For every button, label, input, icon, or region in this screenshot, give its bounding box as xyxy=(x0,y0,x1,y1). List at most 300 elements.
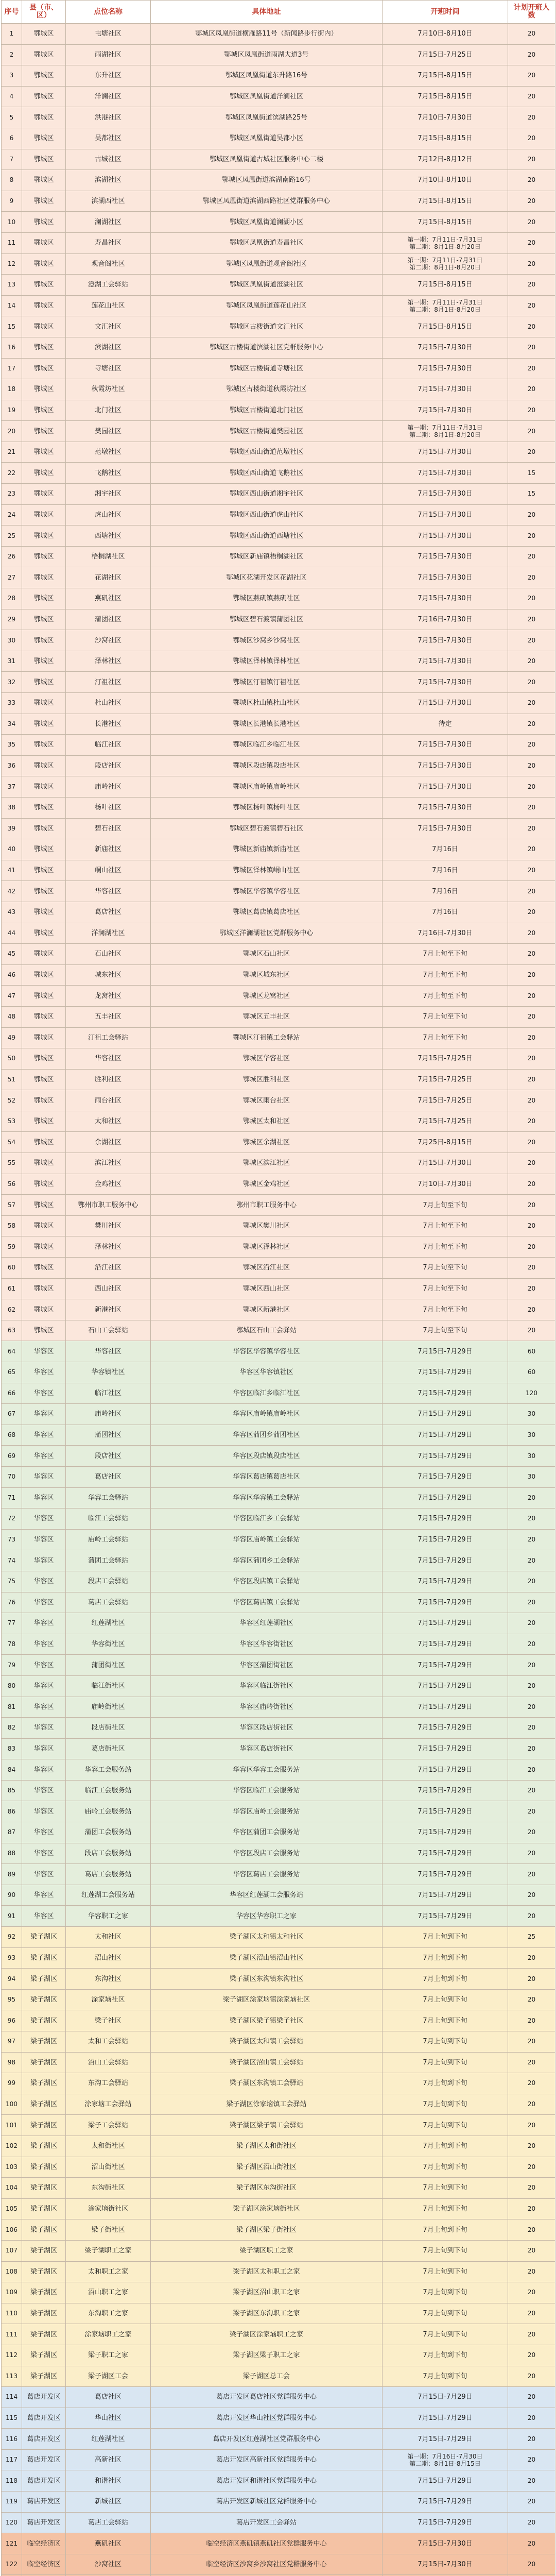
cell-plan: 20 xyxy=(508,944,555,965)
cell-address: 鄂城区古楼街道滨湖社区党群服务中心 xyxy=(151,337,383,358)
cell-time: 7月15日-7月29日 xyxy=(383,1362,508,1383)
cell-district: 华容区 xyxy=(22,1383,66,1404)
cell-address: 鄂城区凤凰街道澜湖小区 xyxy=(151,212,383,233)
table-row xyxy=(2,2178,555,2199)
cell-no: 78 xyxy=(2,1634,22,1655)
table-row xyxy=(2,2512,555,2533)
cell-address: 梁子湖区梁子镇工会驿站 xyxy=(151,2115,383,2136)
cell-no: 89 xyxy=(2,1864,22,1885)
cell-address: 鄂城区凤凰街道洋澜社区 xyxy=(151,86,383,107)
cell-no: 66 xyxy=(2,1383,22,1404)
cell-no: 101 xyxy=(2,2115,22,2136)
cell-no: 23 xyxy=(2,484,22,505)
cell-site: 涂家垴社区 xyxy=(66,1989,151,2010)
cell-no: 10 xyxy=(2,212,22,233)
cell-no: 110 xyxy=(2,2303,22,2324)
cell-time: 7月16日 xyxy=(383,881,508,902)
cell-plan: 20 xyxy=(508,2492,555,2513)
header-district: 县（市、区） xyxy=(22,1,66,24)
cell-district: 梁子湖区 xyxy=(22,2282,66,2303)
cell-plan: 20 xyxy=(508,2449,555,2470)
table-row xyxy=(2,1048,555,1070)
cell-plan: 20 xyxy=(508,1906,555,1927)
cell-district: 临空经济区 xyxy=(22,2533,66,2554)
cell-plan: 20 xyxy=(508,567,555,588)
cell-plan: 20 xyxy=(508,2010,555,2031)
table-row xyxy=(2,421,555,442)
cell-site: 华容街社区 xyxy=(66,1634,151,1655)
cell-time: 7月15日-7月30日 xyxy=(383,735,508,756)
cell-district: 鄂城区 xyxy=(22,149,66,170)
cell-site: 沿江社区 xyxy=(66,1258,151,1279)
cell-district: 鄂城区 xyxy=(22,964,66,986)
cell-district: 鄂城区 xyxy=(22,1153,66,1174)
cell-address: 鄂城区石山社区 xyxy=(151,944,383,965)
cell-plan: 20 xyxy=(508,1090,555,1111)
cell-district: 鄂城区 xyxy=(22,588,66,609)
cell-time: 7月15日-7月30日 xyxy=(383,337,508,358)
cell-no: 43 xyxy=(2,902,22,923)
table-row xyxy=(2,2470,555,2492)
cell-address: 鄂城区石山工会驿站 xyxy=(151,1320,383,1341)
cell-address: 葛店开发区高新社区党群服务中心 xyxy=(151,2449,383,2470)
cell-time: 7月15日-7月29日 xyxy=(383,1613,508,1634)
cell-time: 7月15日-7月30日 xyxy=(383,1153,508,1174)
cell-plan: 20 xyxy=(508,1195,555,1216)
cell-plan: 20 xyxy=(508,86,555,107)
table-row xyxy=(2,1697,555,1718)
cell-site: 蒲团工会驿站 xyxy=(66,1550,151,1571)
cell-plan: 20 xyxy=(508,2031,555,2053)
table-row xyxy=(2,1885,555,1906)
table-row xyxy=(2,2157,555,2178)
cell-time: 7月15日-7月29日 xyxy=(383,1718,508,1739)
cell-time: 7月15日-8月15日 xyxy=(383,316,508,337)
cell-district: 梁子湖区 xyxy=(22,2094,66,2115)
cell-address: 梁子湖区涂家垴镇工会驿站 xyxy=(151,2094,383,2115)
table-row xyxy=(2,2115,555,2136)
cell-plan: 60 xyxy=(508,1341,555,1362)
cell-no: 35 xyxy=(2,735,22,756)
cell-address: 鄂州市职工服务中心 xyxy=(151,1195,383,1216)
table-row xyxy=(2,1446,555,1467)
table-row xyxy=(2,1341,555,1362)
cell-time: 7月上旬到下旬 xyxy=(383,2010,508,2031)
table-row xyxy=(2,923,555,944)
cell-district: 鄂城区 xyxy=(22,693,66,714)
cell-plan: 20 xyxy=(508,1278,555,1299)
cell-site: 梁子工会驿站 xyxy=(66,2115,151,2136)
cell-plan: 20 xyxy=(508,1006,555,1027)
cell-plan: 20 xyxy=(508,1738,555,1759)
cell-time: 第一期：7月11日-7月31日 第二期：8月1日-8月20日 xyxy=(383,421,508,442)
cell-address: 鄂城区长港镇长港社区 xyxy=(151,714,383,735)
cell-address: 梁子湖区梁子街社区 xyxy=(151,2219,383,2241)
cell-plan: 20 xyxy=(508,316,555,337)
table-row xyxy=(2,2198,555,2219)
cell-address: 鄂城区凤凰街道吴都小区 xyxy=(151,128,383,149)
cell-plan: 20 xyxy=(508,1759,555,1781)
cell-time: 7月15日-7月29日 xyxy=(383,1759,508,1781)
table-row xyxy=(2,275,555,296)
cell-plan: 20 xyxy=(508,526,555,547)
cell-district: 梁子湖区 xyxy=(22,1969,66,1990)
table-row xyxy=(2,463,555,484)
cell-no: 86 xyxy=(2,1801,22,1822)
cell-plan: 20 xyxy=(508,776,555,798)
cell-district: 梁子湖区 xyxy=(22,2115,66,2136)
cell-no: 29 xyxy=(2,609,22,630)
table-row xyxy=(2,1153,555,1174)
table-row xyxy=(2,2219,555,2241)
cell-no: 84 xyxy=(2,1759,22,1781)
cell-no: 122 xyxy=(2,2554,22,2575)
table-row xyxy=(2,2492,555,2513)
table-row xyxy=(2,44,555,65)
cell-address: 梁子湖区沼山镇沼山社区 xyxy=(151,1947,383,1969)
cell-no: 7 xyxy=(2,149,22,170)
table-row xyxy=(2,1487,555,1509)
cell-plan: 20 xyxy=(508,1822,555,1843)
cell-no: 65 xyxy=(2,1362,22,1383)
cell-district: 梁子湖区 xyxy=(22,2178,66,2199)
cell-plan: 30 xyxy=(508,1466,555,1487)
cell-plan: 20 xyxy=(508,2178,555,2199)
cell-time: 7月15日-8月15日 xyxy=(383,212,508,233)
cell-site: 湘宇社区 xyxy=(66,484,151,505)
cell-site: 葛店工会服务站 xyxy=(66,1864,151,1885)
cell-time: 7月15日-7月29日 xyxy=(383,1529,508,1550)
cell-no: 24 xyxy=(2,504,22,526)
cell-address: 鄂城区汀祖镇汀祖社区 xyxy=(151,672,383,693)
cell-site: 北门社区 xyxy=(66,400,151,421)
cell-time: 7月15日-7月25日 xyxy=(383,1090,508,1111)
cell-site: 城东社区 xyxy=(66,964,151,986)
cell-address: 鄂城区樊川社区 xyxy=(151,1215,383,1236)
cell-site: 樊川社区 xyxy=(66,1215,151,1236)
cell-address: 鄂城区古楼街道文汇社区 xyxy=(151,316,383,337)
cell-plan: 20 xyxy=(508,1675,555,1697)
table-row xyxy=(2,1362,555,1383)
cell-address: 鄂城区古楼街道秋霞坊社区 xyxy=(151,379,383,400)
cell-district: 鄂城区 xyxy=(22,253,66,275)
cell-time: 7月15日-7月25日 xyxy=(383,44,508,65)
cell-district: 鄂城区 xyxy=(22,735,66,756)
cell-address: 华容区段店工会服务站 xyxy=(151,1843,383,1864)
cell-plan: 20 xyxy=(508,797,555,818)
cell-plan: 20 xyxy=(508,44,555,65)
cell-site: 莲花山社区 xyxy=(66,295,151,316)
cell-district: 梁子湖区 xyxy=(22,2345,66,2366)
cell-district: 华容区 xyxy=(22,1341,66,1362)
cell-no: 51 xyxy=(2,1069,22,1090)
table-row xyxy=(2,526,555,547)
cell-plan: 20 xyxy=(508,1529,555,1550)
cell-site: 段店工会驿站 xyxy=(66,1571,151,1592)
cell-district: 鄂城区 xyxy=(22,232,66,253)
cell-site: 蒲团社区 xyxy=(66,609,151,630)
table-row xyxy=(2,107,555,128)
cell-district: 鄂城区 xyxy=(22,776,66,798)
cell-district: 华容区 xyxy=(22,1466,66,1487)
cell-no: 62 xyxy=(2,1299,22,1320)
cell-district: 华容区 xyxy=(22,1571,66,1592)
cell-site: 飞鹅社区 xyxy=(66,463,151,484)
cell-address: 华容区蒲团工会服务站 xyxy=(151,1822,383,1843)
cell-address: 华容区临江街社区 xyxy=(151,1675,383,1697)
cell-no: 53 xyxy=(2,1111,22,1132)
cell-district: 华容区 xyxy=(22,1425,66,1446)
table-row xyxy=(2,1801,555,1822)
cell-plan: 20 xyxy=(508,546,555,567)
cell-plan: 20 xyxy=(508,400,555,421)
cell-no: 56 xyxy=(2,1174,22,1195)
cell-time: 7月15日-7月29日 xyxy=(383,2492,508,2513)
cell-plan: 20 xyxy=(508,2324,555,2345)
cell-no: 16 xyxy=(2,337,22,358)
table-row xyxy=(2,1843,555,1864)
table-row xyxy=(2,1215,555,1236)
table-row xyxy=(2,567,555,588)
cell-district: 梁子湖区 xyxy=(22,2157,66,2178)
cell-site: 东沟职工之家 xyxy=(66,2303,151,2324)
cell-site: 葛店社区 xyxy=(66,902,151,923)
table-row xyxy=(2,1425,555,1446)
cell-no: 54 xyxy=(2,1132,22,1153)
cell-district: 鄂城区 xyxy=(22,526,66,547)
cell-address: 鄂城区杨叶镇杨叶社区 xyxy=(151,797,383,818)
cell-district: 华容区 xyxy=(22,1634,66,1655)
cell-no: 58 xyxy=(2,1215,22,1236)
cell-site: 滨湖社区 xyxy=(66,170,151,191)
cell-district: 鄂城区 xyxy=(22,295,66,316)
cell-no: 103 xyxy=(2,2157,22,2178)
cell-plan: 20 xyxy=(508,2157,555,2178)
cell-address: 鄂城区西山街道湘宇社区 xyxy=(151,484,383,505)
header-site: 点位名称 xyxy=(66,1,151,24)
table-row xyxy=(2,2240,555,2261)
table-row xyxy=(2,191,555,212)
cell-district: 鄂城区 xyxy=(22,881,66,902)
cell-address: 鄂城区新港社区 xyxy=(151,1299,383,1320)
cell-district: 鄂城区 xyxy=(22,275,66,296)
cell-plan: 20 xyxy=(508,1215,555,1236)
cell-plan: 20 xyxy=(508,1487,555,1509)
cell-time: 7月15日-7月29日 xyxy=(383,1885,508,1906)
cell-time: 7月15日-7月29日 xyxy=(383,1592,508,1613)
cell-time: 7月上旬至下旬 xyxy=(383,1215,508,1236)
cell-address: 鄂城区余湖社区 xyxy=(151,1132,383,1153)
cell-time: 7月上旬至下旬 xyxy=(383,1027,508,1048)
cell-address: 临空经济区沙窝乡沙窝社区党群服务中心 xyxy=(151,2554,383,2575)
cell-address: 梁子湖区东沟镇工会驿站 xyxy=(151,2073,383,2094)
cell-no: 80 xyxy=(2,1675,22,1697)
cell-no: 49 xyxy=(2,1027,22,1048)
cell-no: 119 xyxy=(2,2492,22,2513)
cell-address: 鄂城区华容社区 xyxy=(151,1048,383,1070)
table-row xyxy=(2,24,555,45)
cell-time: 7月上旬到下旬 xyxy=(383,1989,508,2010)
cell-district: 梁子湖区 xyxy=(22,1989,66,2010)
cell-plan: 20 xyxy=(508,1718,555,1739)
cell-site: 五丰社区 xyxy=(66,1006,151,1027)
cell-time: 7月15日-7月30日 xyxy=(383,526,508,547)
cell-plan: 30 xyxy=(508,1425,555,1446)
cell-address: 梁子湖区太和街社区 xyxy=(151,2136,383,2157)
cell-address: 葛店开发区工会驿站 xyxy=(151,2512,383,2533)
table-row xyxy=(2,2366,555,2387)
cell-plan: 20 xyxy=(508,1320,555,1341)
cell-plan: 20 xyxy=(508,755,555,776)
cell-district: 鄂城区 xyxy=(22,212,66,233)
cell-plan: 20 xyxy=(508,24,555,45)
cell-time: 7月25日-8月15日 xyxy=(383,1132,508,1153)
cell-time: 7月上旬到下旬 xyxy=(383,1969,508,1990)
cell-plan: 20 xyxy=(508,986,555,1007)
cell-district: 鄂城区 xyxy=(22,1111,66,1132)
cell-address: 华容区华容街社区 xyxy=(151,1634,383,1655)
cell-plan: 20 xyxy=(508,1989,555,2010)
cell-plan: 20 xyxy=(508,1027,555,1048)
cell-district: 鄂城区 xyxy=(22,1236,66,1258)
cell-address: 鄂城区凤凰街道雨湖大道3号 xyxy=(151,44,383,65)
cell-plan: 20 xyxy=(508,337,555,358)
cell-no: 37 xyxy=(2,776,22,798)
cell-plan: 20 xyxy=(508,2554,555,2575)
cell-district: 鄂城区 xyxy=(22,1132,66,1153)
cell-site: 太和社区 xyxy=(66,1111,151,1132)
cell-site: 和谐社区 xyxy=(66,2470,151,2492)
cell-time: 7月上旬到下旬 xyxy=(383,2052,508,2073)
table-row xyxy=(2,986,555,1007)
cell-district: 华容区 xyxy=(22,1529,66,1550)
cell-address: 华容区蒲团乡工会驿站 xyxy=(151,1550,383,1571)
cell-time: 7月15日-7月29日 xyxy=(383,1780,508,1801)
cell-plan: 20 xyxy=(508,191,555,212)
table-row xyxy=(2,2345,555,2366)
cell-plan: 20 xyxy=(508,2073,555,2094)
cell-site: 寺塘社区 xyxy=(66,358,151,379)
cell-site: 红莲湖社区 xyxy=(66,1613,151,1634)
cell-time: 7月上旬到下旬 xyxy=(383,2240,508,2261)
cell-plan: 20 xyxy=(508,609,555,630)
cell-no: 52 xyxy=(2,1090,22,1111)
table-row xyxy=(2,253,555,275)
table-body xyxy=(2,24,555,2576)
table-row xyxy=(2,1822,555,1843)
cell-plan: 20 xyxy=(508,1864,555,1885)
cell-time: 7月15日-7月30日 xyxy=(383,672,508,693)
cell-address: 鄂城区临江乡临江社区 xyxy=(151,735,383,756)
cell-no: 79 xyxy=(2,1655,22,1676)
cell-district: 梁子湖区 xyxy=(22,1927,66,1948)
cell-no: 26 xyxy=(2,546,22,567)
cell-time: 7月上旬到下旬 xyxy=(383,2031,508,2053)
cell-address: 鄂城区杜山镇杜山社区 xyxy=(151,693,383,714)
cell-time: 7月16日-7月30日 xyxy=(383,609,508,630)
cell-plan: 20 xyxy=(508,2240,555,2261)
cell-time: 7月15日-7月30日 xyxy=(383,400,508,421)
header-plan: 计划开班人数 xyxy=(508,1,555,24)
cell-plan: 20 xyxy=(508,1969,555,1990)
cell-district: 鄂城区 xyxy=(22,1048,66,1070)
cell-district: 华容区 xyxy=(22,1446,66,1467)
cell-site: 沙窝社区 xyxy=(66,630,151,651)
cell-plan: 25 xyxy=(508,1927,555,1948)
cell-plan: 20 xyxy=(508,1571,555,1592)
cell-no: 39 xyxy=(2,818,22,839)
cell-site: 华容社区 xyxy=(66,1048,151,1070)
cell-plan: 20 xyxy=(508,1299,555,1320)
cell-plan: 20 xyxy=(508,1069,555,1090)
cell-district: 梁子湖区 xyxy=(22,2198,66,2219)
cell-time: 7月15日-7月29日 xyxy=(383,2387,508,2408)
table-row xyxy=(2,1278,555,1299)
cell-time: 7月15日-7月30日 xyxy=(383,484,508,505)
cell-plan: 20 xyxy=(508,1947,555,1969)
cell-no: 21 xyxy=(2,442,22,463)
cell-address: 鄂城区新庙镇新庙社区 xyxy=(151,839,383,860)
cell-time: 7月上旬至下旬 xyxy=(383,1278,508,1299)
cell-site: 龙窝社区 xyxy=(66,986,151,1007)
cell-address: 鄂城区金鸡社区 xyxy=(151,1174,383,1195)
cell-district: 鄂城区 xyxy=(22,923,66,944)
cell-site: 石山工会驿站 xyxy=(66,1320,151,1341)
cell-plan: 20 xyxy=(508,2533,555,2554)
cell-district: 华容区 xyxy=(22,1362,66,1383)
cell-plan: 20 xyxy=(508,1132,555,1153)
table-row xyxy=(2,1027,555,1048)
table-row xyxy=(2,1550,555,1571)
cell-site: 东升社区 xyxy=(66,65,151,87)
cell-site: 葛店社区 xyxy=(66,2387,151,2408)
cell-time: 7月15日-7月29日 xyxy=(383,1864,508,1885)
table-row xyxy=(2,2408,555,2429)
cell-no: 113 xyxy=(2,2366,22,2387)
cell-address: 鄂城区古楼街道北门社区 xyxy=(151,400,383,421)
cell-address: 葛店开发区红莲湖社区党群服务中心 xyxy=(151,2429,383,2450)
cell-time: 7月15日-7月29日 xyxy=(383,1446,508,1467)
cell-no: 36 xyxy=(2,755,22,776)
cell-site: 太和工会驿站 xyxy=(66,2031,151,2053)
cell-no: 90 xyxy=(2,1885,22,1906)
cell-no: 69 xyxy=(2,1446,22,1467)
cell-address: 梁子湖区涂家垴镇涂家垴社区 xyxy=(151,1989,383,2010)
cell-address: 鄂城区太和社区 xyxy=(151,1111,383,1132)
cell-address: 鄂城区汀祖镇工会驿站 xyxy=(151,1027,383,1048)
cell-site: 涂家垴职工之家 xyxy=(66,2324,151,2345)
cell-time: 7月15日-7月29日 xyxy=(383,1822,508,1843)
cell-district: 华容区 xyxy=(22,1487,66,1509)
cell-time: 7月上旬到下旬 xyxy=(383,1927,508,1948)
cell-district: 华容区 xyxy=(22,1759,66,1781)
cell-address: 梁子湖区梁子职工之家 xyxy=(151,2345,383,2366)
cell-time: 7月15日-7月29日 xyxy=(383,1634,508,1655)
table-row xyxy=(2,1571,555,1592)
cell-site: 东沟街社区 xyxy=(66,2178,151,2199)
cell-district: 鄂城区 xyxy=(22,1090,66,1111)
cell-address: 鄂城区洋澜湖社区党群服务中心 xyxy=(151,923,383,944)
cell-district: 华容区 xyxy=(22,1592,66,1613)
cell-district: 华容区 xyxy=(22,1780,66,1801)
cell-time: 7月上旬至下旬 xyxy=(383,1299,508,1320)
cell-time: 7月上旬到下旬 xyxy=(383,2157,508,2178)
cell-district: 华容区 xyxy=(22,1738,66,1759)
cell-time: 7月16日 xyxy=(383,860,508,881)
cell-time: 7月15日-7月30日 xyxy=(383,630,508,651)
cell-site: 碧石社区 xyxy=(66,818,151,839)
cell-time: 7月上旬至下旬 xyxy=(383,944,508,965)
